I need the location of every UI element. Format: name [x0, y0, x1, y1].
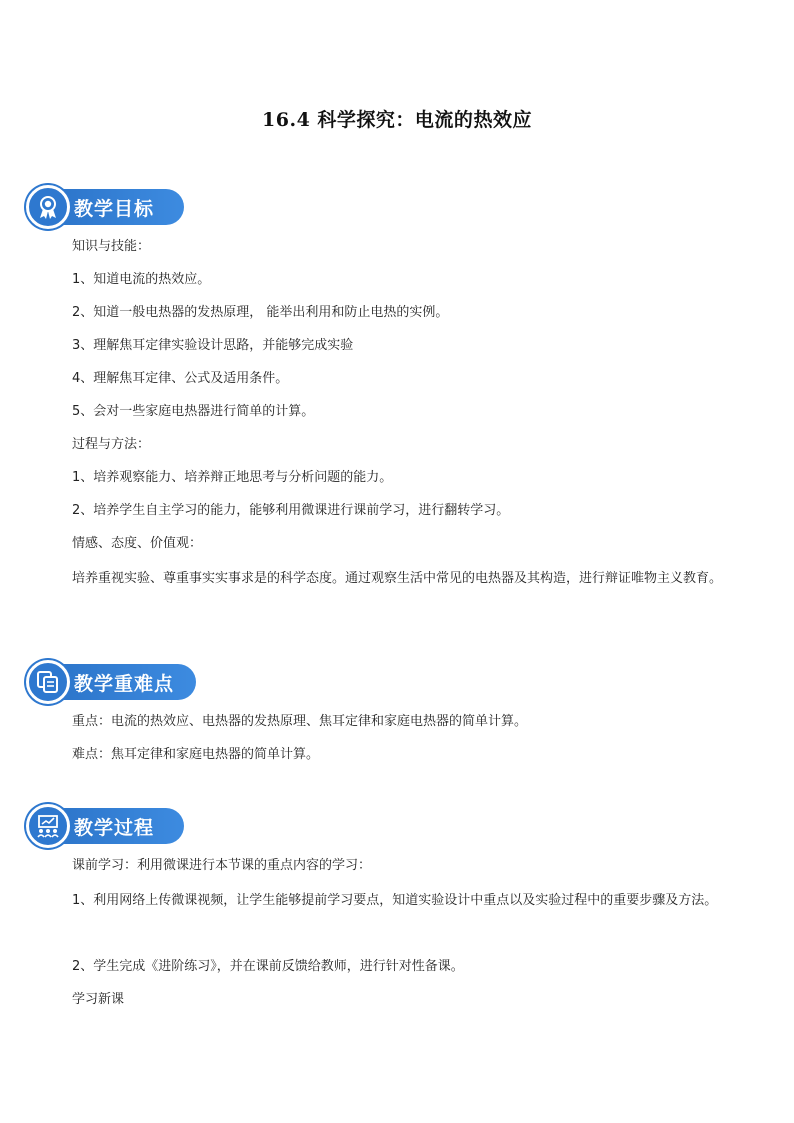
objectives-line: 过程与方法： — [72, 437, 151, 452]
section-heading: 教学目标 — [74, 198, 155, 220]
section-icon-badge — [26, 660, 70, 704]
page-title: 16.4 科学探究：电流的热效应 — [262, 109, 532, 131]
objectives-paragraph: 培养重视实验、尊重事实实事求是的科学态度。通过观察生活中常见的电热器及其构造，进行辩证唯物主义教育。 — [72, 571, 723, 586]
objectives-line: 1、培养观察能力、培养辩正地思考与分析问题的能力。 — [72, 470, 393, 485]
process-line: 课前学习：利用微课进行本节课的重点内容的学习： — [72, 858, 372, 873]
process-line: 学习新课 — [72, 992, 125, 1007]
objectives-line: 2、培养学生自主学习的能力，能够利用微课进行课前学习，进行翻转学习。 — [72, 503, 510, 518]
objectives-line: 知识与技能： — [72, 239, 151, 254]
objectives-line: 1、知道电流的热效应。 — [72, 272, 211, 287]
section-icon-badge — [26, 804, 70, 848]
section-header-key-points — [26, 660, 186, 704]
process-paragraph: 1、利用网络上传微课视频，让学生能够提前学习要点，知道实验设计中重点以及实验过程中的重要步骤及方法。 — [72, 893, 718, 908]
section-header-objectives — [26, 185, 186, 229]
award-ribbon-icon — [35, 194, 61, 220]
key-points-line: 重点：电流的热效应、电热器的发热原理、焦耳定律和家庭电热器的简单计算。 — [72, 714, 528, 729]
section-header-process — [26, 804, 186, 848]
presentation-group-icon — [35, 813, 61, 839]
objectives-line: 5、会对一些家庭电热器进行简单的计算。 — [72, 404, 315, 419]
process-line: 2、学生完成《进阶练习》，并在课前反馈给教师，进行针对性备课。 — [72, 959, 464, 974]
objectives-line: 情感、态度、价值观： — [72, 536, 203, 551]
objectives-line: 4、理解焦耳定律、公式及适用条件。 — [72, 371, 289, 386]
document-stack-icon — [35, 669, 61, 695]
objectives-line: 3、理解焦耳定律实验设计思路，并能够完成实验 — [72, 338, 354, 353]
section-heading: 教学重难点 — [74, 673, 175, 695]
section-heading: 教学过程 — [74, 817, 155, 839]
key-points-line: 难点：焦耳定律和家庭电热器的简单计算。 — [72, 747, 320, 762]
section-icon-badge — [26, 185, 70, 229]
objectives-line: 2、知道一般电热器的发热原理， 能举出利用和防止电热的实例。 — [72, 305, 449, 320]
